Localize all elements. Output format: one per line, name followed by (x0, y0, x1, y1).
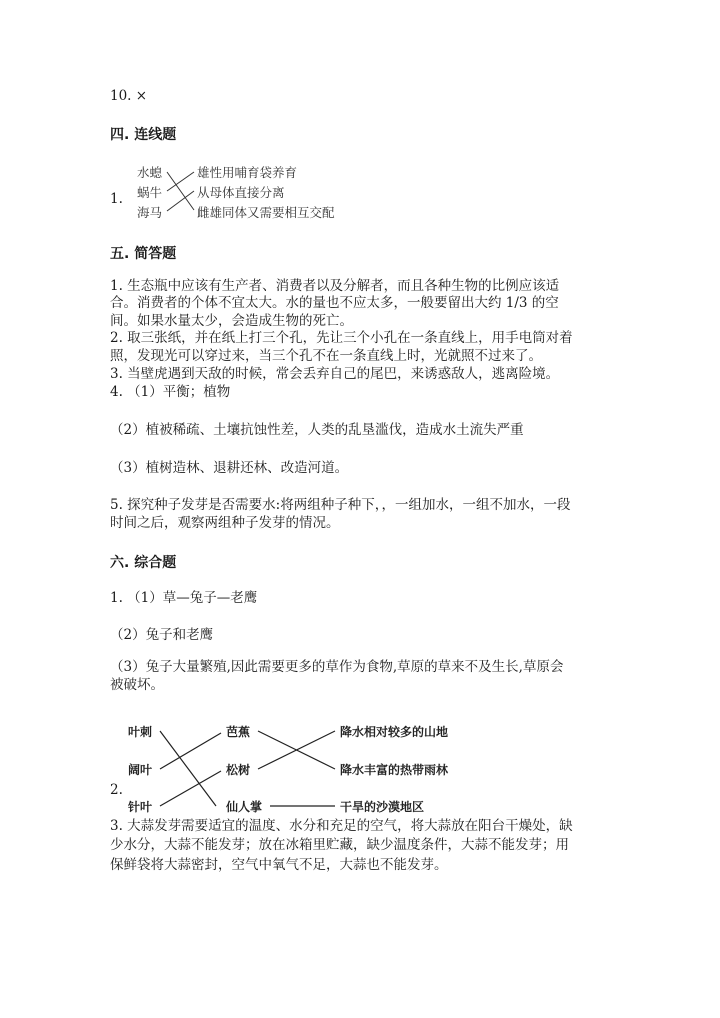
reproduction-label: 雄性用哺育袋养育 (197, 165, 298, 180)
habitat-label: 干旱的沙漠地区 (340, 800, 425, 814)
section-heading-comprehensive: 六. 综合题 (110, 555, 177, 571)
answer-line: 2. 取三张纸，并在纸上打三个孔，先让三个小孔在一条直线上，用手电筒对着 (110, 330, 573, 346)
answer-line: 被破坏。 (110, 677, 164, 693)
matching-number: 1. (110, 191, 123, 207)
answer-line: 间。如果水量太少，会造成生物的死亡。 (110, 313, 353, 329)
leaf-type-label: 叶刺 (128, 725, 153, 739)
answer-line: 合。消费者的个体不宜太大。水的量也不应太多，一般要留出大约 1/3 的空 (110, 295, 559, 311)
animal-label: 蜗牛 (137, 185, 163, 200)
answer-line: （3）兔子大量繁殖,因此需要更多的草作为食物,草原的草来不及生长,草原会 (110, 659, 564, 675)
section-heading-matching: 四. 连线题 (110, 127, 177, 143)
plant-label: 芭蕉 (226, 725, 251, 739)
answer-line: （3）植树造林、退耕还林、改造河道。 (110, 460, 349, 476)
reproduction-label: 从母体直接分离 (197, 185, 285, 200)
plant-label: 松树 (226, 763, 251, 777)
answer-line: （2）兔子和老鹰 (110, 627, 214, 643)
answer-10: 10. × (110, 88, 148, 104)
match-line (160, 733, 221, 769)
answer-line: 3. 大蒜发芽需要适宜的温度、水分和充足的空气，将大蒜放在阳台干燥处，缺 (110, 818, 573, 834)
answer-line: 5. 探究种子发芽是否需要水:将两组种子种下，，一组加水，一组不加水，一段 (110, 497, 571, 513)
diagram-number: 2. (110, 782, 123, 798)
leaf-type-label: 针叶 (128, 800, 153, 814)
section-heading-short-answer: 五. 简答题 (110, 246, 177, 262)
answer-line: 照，发现光可以穿过来，当三个孔不在一条直线上时，光就照不过来了。 (110, 348, 542, 364)
answer-line: 1. 生态瓶中应该有生产者、消费者以及分解者，而且各种生物的比例应该适 (110, 278, 560, 294)
plant-label: 仙人掌 (226, 800, 263, 814)
leaf-type-label: 阔叶 (128, 763, 153, 777)
habitat-label: 降水丰富的热带雨林 (340, 763, 449, 777)
match-line (160, 731, 216, 806)
reproduction-label: 雌雄同体又需要相互交配 (197, 205, 335, 220)
answer-line: 时间之后，观察两组种子发芽的情况。 (110, 515, 340, 531)
answer-line: 少水分，大蒜不能发芽；放在冰箱里贮藏，缺少温度条件，大蒜不能发芽；用 (110, 837, 569, 853)
answer-line: 1. （1）草—兔子—老鹰 (110, 590, 258, 606)
animal-label: 水螅 (137, 165, 163, 180)
habitat-label: 降水相对较多的山地 (340, 725, 449, 739)
answer-line: 保鲜袋将大蒜密封，空气中氧气不足，大蒜也不能发芽。 (110, 857, 448, 873)
answer-line: 3. 当壁虎遇到天敌的时候，常会丢弃自己的尾巴，来诱惑敌人，逃离险境。 (110, 366, 560, 382)
answer-line: 4. （1）平衡；植物 (110, 384, 231, 400)
answer-line: （2）植被稀疏、土壤抗蚀性差，人类的乱垦滥伐，造成水土流失严重 (110, 422, 524, 438)
animal-label: 海马 (137, 205, 163, 220)
